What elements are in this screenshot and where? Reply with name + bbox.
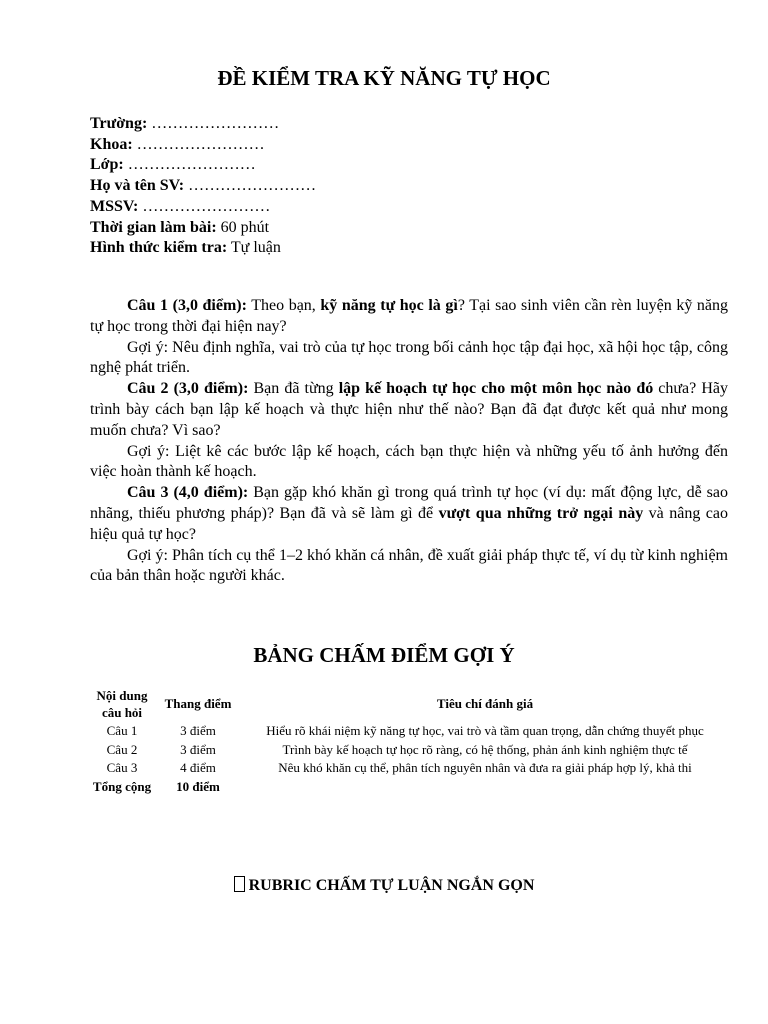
header-score: Thang điểm — [164, 696, 232, 712]
info-faculty — [90, 135, 316, 156]
info-value: 60 phút — [220, 218, 270, 236]
cell-question: Câu 2 — [106, 741, 138, 757]
info-label: Trường: — [90, 115, 148, 132]
rubric-table — [86, 687, 732, 796]
table-row — [86, 722, 732, 741]
cell-score: 3 điểm — [180, 741, 216, 757]
question-2 — [90, 379, 728, 441]
cell-score: 4 điểm — [180, 760, 216, 775]
info-label: Lớp: — [90, 156, 124, 174]
info-value: …………………… — [188, 177, 317, 195]
info-value: …………………… — [151, 115, 280, 132]
info-duration — [90, 218, 316, 239]
info-value: …………………… — [142, 197, 271, 215]
missing-glyph-icon — [234, 876, 245, 892]
question-text: Theo bạn, — [246, 297, 321, 314]
rubric-header-row — [86, 687, 732, 722]
cell-total-criteria — [238, 778, 732, 797]
question-1-hint: Gợi ý: Nêu định nghĩa, vai trò của tự học trong bối cảnh học tập đại học, xã hội học tập, công nghệ phát triển. — [90, 338, 728, 377]
info-label: Khoa: — [90, 135, 133, 153]
cell-question: Câu 1 — [106, 723, 138, 738]
question-text: và nâng cao hiệu quả tự học? — [90, 504, 728, 543]
question-text: chưa? Hãy trình bày cách bạn lập kế hoạch và thực hiện như thế nào? Bạn đã đạt được kết quả như mong muốn chưa? Vì sao? — [90, 380, 728, 439]
header-criteria: Tiêu chí đánh giá — [436, 696, 534, 712]
cell-criteria: Hiểu rõ khái niệm kỹ năng tự học, vai trò và tầm quan trọng, dẫn chứng thuyết phục — [266, 723, 704, 738]
short-rubric-title — [0, 876, 768, 895]
cell-criteria: Trình bày kế hoạch tự học rõ ràng, có hệ thống, phản ánh kinh nghiệm thực tế — [282, 741, 688, 757]
info-student-id — [90, 197, 316, 218]
info-value: Tự luận — [230, 239, 281, 257]
cell-question: Câu 3 — [106, 760, 138, 775]
info-class — [90, 155, 316, 176]
question-emphasis: kỹ năng tự học là gì — [320, 297, 458, 314]
cell-total-label: Tổng cộng — [92, 778, 152, 794]
question-emphasis: vượt qua những trở ngại này — [438, 504, 644, 522]
short-rubric-title-text: RUBRIC CHẤM TỰ LUẬN NGẮN GỌN — [248, 877, 535, 894]
cell-total-score: 10 điểm — [176, 778, 220, 794]
question-label: Câu 1 (3,0 điểm): — [127, 297, 247, 314]
document-title: ĐỀ KIỂM TRA KỸ NĂNG TỰ HỌC — [217, 66, 551, 90]
info-label: Thời gian làm bài: — [90, 218, 217, 236]
info-label: MSSV: — [90, 197, 139, 215]
question-label: Câu 3 (4,0 điểm): — [127, 484, 249, 502]
info-school — [90, 114, 316, 135]
info-exam-format — [90, 238, 316, 259]
info-student-name — [90, 176, 316, 197]
cell-criteria: Nêu khó khăn cụ thể, phân tích nguyên nhân và đưa ra giải pháp hợp lý, khả thi — [278, 760, 692, 775]
info-label: Họ và tên SV: — [90, 177, 185, 195]
table-row — [86, 741, 732, 760]
student-info-block — [90, 114, 316, 259]
info-label: Hình thức kiểm tra: — [90, 239, 228, 257]
rubric-title: BẢNG CHẤM ĐIỂM GỢI Ý — [253, 643, 515, 667]
header-question: Nội dung câu hỏi — [96, 688, 148, 720]
cell-score: 3 điểm — [180, 723, 216, 738]
table-total-row — [86, 778, 732, 797]
question-text: Bạn đã từng — [248, 380, 339, 398]
question-1 — [90, 296, 728, 338]
questions-section — [90, 296, 728, 587]
question-text: Bạn gặp khó khăn gì trong quá trình tự học (ví dụ: mất động lực, dễ sao nhãng, thiếu phương pháp)? Bạn đã và sẽ làm gì để — [90, 484, 729, 522]
info-value: …………………… — [127, 156, 256, 174]
question-3-hint: Gợi ý: Phân tích cụ thể 1–2 khó khăn cá nhân, đề xuất giải pháp thực tế, ví dụ từ kinh nghiệm của bản thân hoặc người khác. — [90, 546, 728, 585]
question-text: ? Tại sao sinh viên cần rèn luyện kỹ năng tự học trong thời đại hiện nay? — [90, 297, 728, 335]
question-3 — [90, 483, 728, 545]
question-emphasis: lập kế hoạch tự học cho một môn học nào đó — [338, 380, 654, 398]
question-label: Câu 2 (3,0 điểm): — [127, 380, 249, 398]
question-2-hint: Gợi ý: Liệt kê các bước lập kế hoạch, cách bạn thực hiện và những yếu tố ảnh hưởng đến việc hoàn thành kế hoạch. — [90, 442, 728, 481]
table-row — [86, 759, 732, 778]
info-value: …………………… — [136, 135, 265, 153]
